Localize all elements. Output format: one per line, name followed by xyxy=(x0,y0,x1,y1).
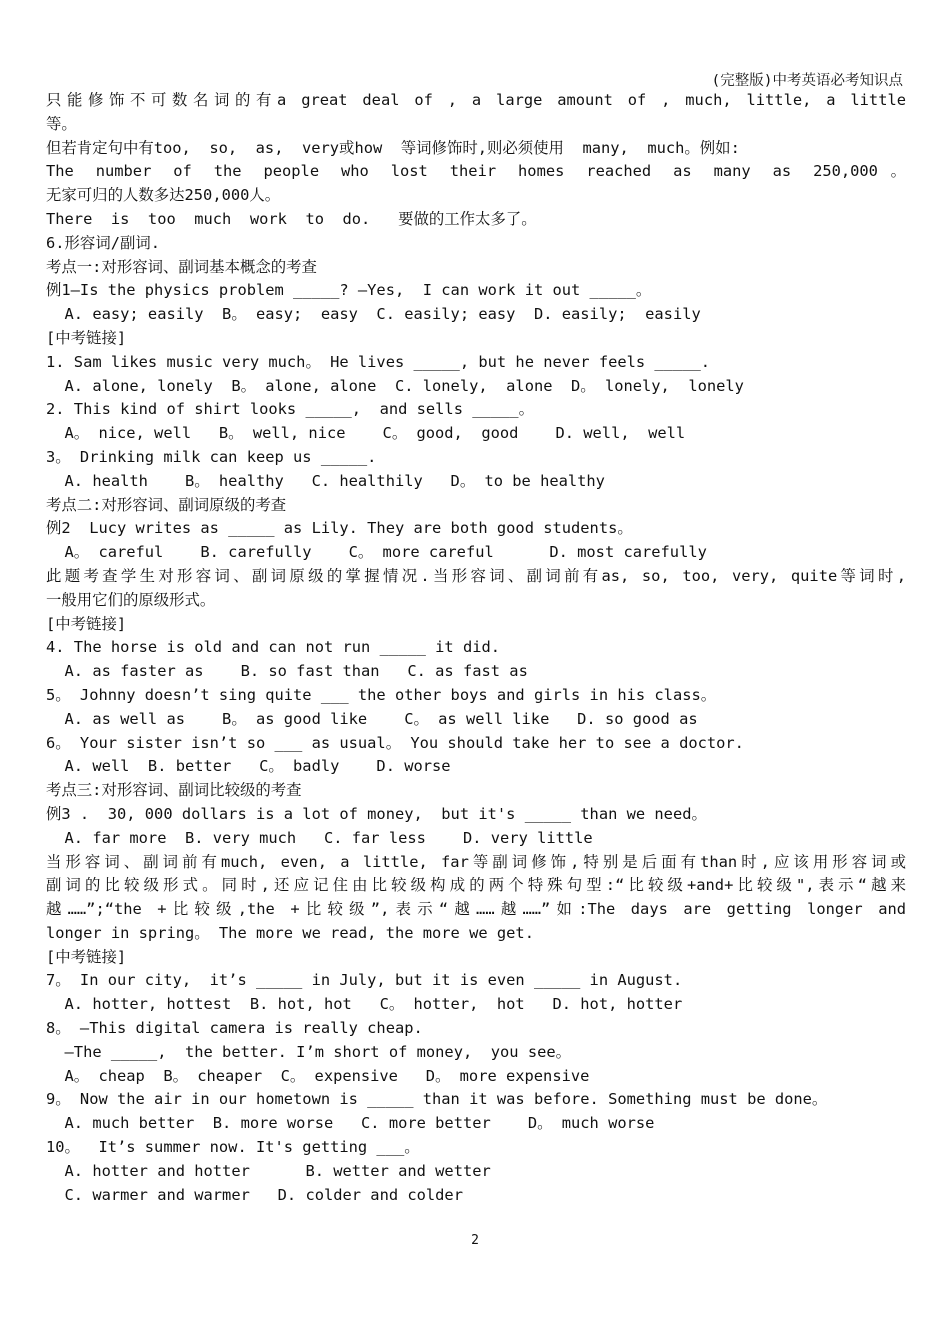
text-line: The number of the people who lost their homes reached as many as 250,000。 xyxy=(46,162,906,181)
text-line: There is too much work to do. 要做的工作太多了。 xyxy=(46,209,537,228)
text-line: A。 careful B. carefully C。 more careful D. most carefully xyxy=(46,543,707,562)
text-line: A。 nice, well B。 well, nice C。 good, good D. well, well xyxy=(46,424,686,443)
text-line: 考点三:对形容词、副词比较级的考查 xyxy=(46,781,302,800)
text-line: 副词的比较级形式。同时,还应记住由比较级构成的两个特殊句型:“比较级+and+比较级",表示“越来 xyxy=(46,876,906,895)
text-line: A. well B. better C。 badly D. worse xyxy=(46,757,451,776)
text-line: 4. The horse is old and can not run _____ it did. xyxy=(46,638,501,657)
text-line: A. easy; easily B。 easy; easy C. easily; easy D. easily; easily xyxy=(46,305,701,324)
text-line: A。 cheap B。 cheaper C。 expensive D。 more expensive xyxy=(46,1066,590,1085)
text-line: [中考链接] xyxy=(46,947,127,966)
text-line: 6.形容词/副词. xyxy=(46,233,161,252)
text-line: 此题考查学生对形容词、副词原级的掌握情况.当形容词、副词前有as, so, too, very, quite等词时, xyxy=(46,566,906,585)
page-number: 2 xyxy=(471,1233,479,1248)
text-line: 10。 It’s summer now. It's getting ___。 xyxy=(46,1138,420,1157)
text-line: 当形容词、副词前有much, even, a little, far等副词修饰,特别是后面有than时,应该用形容词或 xyxy=(46,852,906,871)
text-line: 但若肯定句中有too, so, as, very或how 等词修饰时,则必须使用 many, much。例如: xyxy=(46,138,740,157)
text-line: longer in spring。 The more we read, the more we get. xyxy=(46,923,534,942)
text-line: A. as faster as B. so fast than C. as fast as xyxy=(46,662,528,681)
text-line: 7。 In our city, it’s _____ in July, but it is even _____ in August. xyxy=(46,971,683,990)
text-line: A. alone, lonely B。 alone, alone C. lonely, alone D。 lonely, lonely xyxy=(46,376,744,395)
text-line: A. hotter, hottest B. hot, hot C。 hotter, hot D. hot, hotter xyxy=(46,995,683,1014)
text-line: 1. Sam likes music very much。 He lives _____, but he never feels _____. xyxy=(46,352,711,371)
text-line: 5。 Johnny doesn’t sing quite ___ the other boys and girls in his class。 xyxy=(46,685,717,704)
text-line: A. as well as B。 as good like C。 as well like D. so good as xyxy=(46,709,698,728)
text-line: 例2 Lucy writes as _____ as Lily. They are both good students。 xyxy=(46,519,633,538)
text-line: —The _____, the better. I’m short of money, you see。 xyxy=(46,1042,572,1061)
text-line: 无家可归的人数多达250,000人。 xyxy=(46,186,281,205)
page-body xyxy=(46,89,906,1207)
text-line: A. hotter and hotter B. wetter and wetter xyxy=(46,1161,491,1180)
text-line: 考点一:对形容词、副词基本概念的考查 xyxy=(46,257,317,276)
text-line: [中考链接] xyxy=(46,328,127,347)
text-line: A. far more B. very much C. far less D. very little xyxy=(46,828,593,847)
text-line: 等。 xyxy=(46,114,77,133)
text-line: C. warmer and warmer D. colder and colder xyxy=(46,1185,463,1204)
text-line: A. much better B. more worse C. more better D。 much worse xyxy=(46,1114,655,1133)
running-header: (完整版)中考英语必考知识点 xyxy=(711,73,903,89)
text-line: 8。 —This digital camera is really cheap. xyxy=(46,1019,423,1038)
text-line: 9。 Now the air in our hometown is _____ than it was before. Something must be done。 xyxy=(46,1090,828,1109)
text-line: 6。 Your sister isn’t so ___ as usual。 You should take her to see a doctor. xyxy=(46,733,744,752)
text-line: A. health B。 healthy C. healthily D。 to be healthy xyxy=(46,471,605,490)
text-line: 2. This kind of shirt looks _____, and sells _____。 xyxy=(46,400,534,419)
text-line: [中考链接] xyxy=(46,614,127,633)
text-line: 越……”;“the +比较级,the +比较级”,表示“越……越……”如:The days are getting longer and xyxy=(46,900,906,919)
text-line: 例3 . 30, 000 dollars is a lot of money, but it's _____ than we need。 xyxy=(46,804,707,823)
text-line: 考点二:对形容词、副词原级的考查 xyxy=(46,495,287,514)
text-line: 3。 Drinking milk can keep us _____. xyxy=(46,447,377,466)
text-line: 只能修饰不可数名词的有a great deal of , a large amount of , much, little, a little xyxy=(46,91,906,109)
text-line: 例1—Is the physics problem _____? —Yes, I can work it out _____。 xyxy=(46,281,652,300)
text-line: 一般用它们的原级形式。 xyxy=(46,590,216,609)
